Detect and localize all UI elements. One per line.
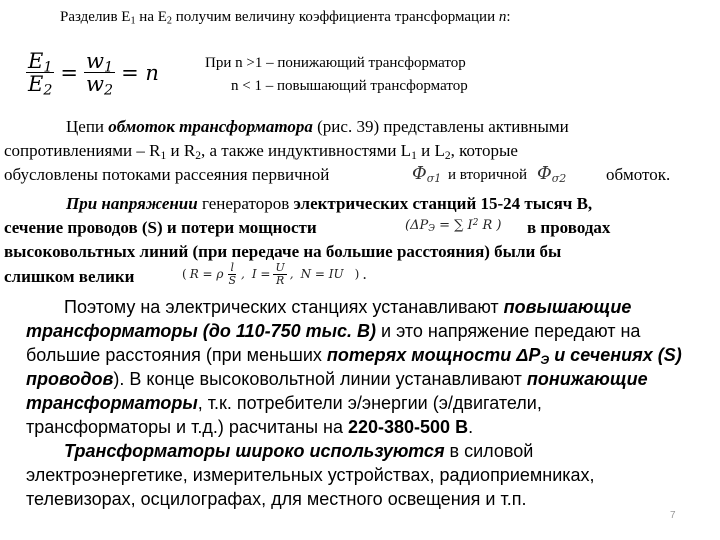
emphasis: повышающие	[503, 297, 632, 317]
phi-sigma1	[412, 163, 441, 184]
p3-line5	[26, 393, 542, 414]
p3-line1	[64, 297, 631, 318]
italic-n: n	[498, 9, 507, 25]
formula-part: I =	[251, 267, 271, 282]
text-run: .	[468, 417, 474, 437]
emphasis: трансформаторы (до 110-750 тыс. В)	[26, 321, 377, 341]
subscript: 1	[160, 148, 167, 162]
text-run: Разделив E	[60, 9, 131, 25]
equals-n: = n	[121, 60, 159, 85]
subscript: 1	[130, 15, 136, 27]
text-run: трансформаторы и т.д.) расчитаны на	[26, 417, 348, 437]
phi: Φ	[537, 163, 552, 184]
p4-line3: телевизорах, осцилографах, для местного освещения и т.п.	[26, 489, 527, 509]
p1-line3c: обмоток.	[606, 165, 671, 184]
e2-sub: 2	[43, 82, 53, 99]
phi-sub: σ1	[426, 171, 442, 185]
emphasis: потерях мощности ΔP	[326, 345, 541, 365]
p1-line3b: и вторичной	[448, 167, 527, 183]
bold-run: высоковольтных линий (при передаче на большие расстояния) были бы	[4, 242, 562, 261]
p3-line2	[26, 321, 640, 342]
p4-line2: электроэнергетике, измерительных устройствах, радиоприемниках,	[26, 465, 595, 485]
emphasis: и сечениях (S)	[549, 345, 682, 365]
subscript: Э	[540, 353, 550, 368]
text-run: получим величину коэффициента трансформации	[172, 9, 499, 25]
p1-line1	[66, 117, 569, 137]
emphasis: обмоток трансформатора	[108, 117, 313, 136]
text-run: генераторов	[197, 194, 294, 213]
text-run: и это напряжение передают на	[376, 321, 641, 341]
p2-line3	[4, 242, 561, 262]
fraction-u-r	[273, 262, 286, 286]
phi-sub: σ2	[551, 171, 567, 185]
emphasis: трансформаторы	[26, 393, 198, 413]
formula-part: (ΔP	[405, 218, 429, 233]
w2: w	[86, 72, 105, 97]
p2-line2a: сечение проводов (S) и потери мощности	[4, 218, 317, 237]
equals: =	[60, 60, 79, 85]
note-step-down: При n >1 – понижающий трансформатор	[205, 55, 466, 71]
e1-sub: 1	[43, 59, 53, 76]
subscript: 2	[195, 148, 201, 162]
power-loss-formula	[405, 218, 501, 233]
w2-sub: 2	[104, 82, 114, 99]
ohm-formulas	[182, 262, 367, 286]
bold-run: электрических станций 15-24 тысяч В,	[293, 194, 593, 213]
text-run: ). В конце высоковольтной линии устанавливают	[113, 369, 527, 389]
w1: w	[86, 49, 105, 73]
formula-part: R )	[478, 218, 502, 233]
comma: ,	[241, 267, 245, 282]
den: R	[275, 273, 285, 287]
p2-line4: слишком велики	[4, 267, 135, 286]
bold-run: 220-380-500 В	[347, 417, 469, 437]
emphasis: Трансформаторы широко используются	[64, 441, 445, 461]
subscript: 2	[166, 15, 172, 27]
text-run: и L	[416, 141, 445, 160]
formula-sub: Э	[428, 224, 435, 235]
text-run: , т.к. потребители э/энергии (э/двигатели,	[197, 393, 542, 413]
emphasis: понижающие	[526, 369, 648, 389]
den: S	[228, 273, 237, 287]
text-run: (рис. 39) представлены активными	[312, 117, 569, 136]
w1-sub: 1	[104, 59, 114, 76]
text-run: сопротивлениями – R	[4, 141, 161, 160]
e2: E	[28, 72, 44, 97]
formula-sup: 2	[472, 218, 479, 229]
intro-line	[60, 9, 511, 26]
fraction-l-s	[226, 262, 238, 286]
subscript: 1	[411, 148, 417, 162]
text-run: Цепи	[66, 117, 109, 136]
text-run: :	[506, 9, 511, 25]
text-run: на E	[135, 9, 167, 25]
note-step-up: n < 1 – повышающий трансформатор	[231, 78, 468, 94]
p3-line6	[26, 417, 473, 438]
phi-sigma2	[537, 163, 566, 184]
period: .	[362, 265, 368, 284]
text-run: в силовой	[444, 441, 534, 461]
page-number: 7	[670, 510, 676, 521]
formula-part: R = ρ	[189, 267, 224, 282]
emphasis: При напряжении	[66, 194, 198, 213]
transformation-ratio-formula	[26, 49, 159, 99]
p4-line1	[64, 441, 533, 462]
formula-part: = ∑ I	[434, 218, 473, 233]
text-run: и R	[166, 141, 196, 160]
num: U	[275, 261, 285, 274]
num: l	[230, 261, 234, 274]
fraction-e	[26, 49, 54, 99]
text-run: , которые	[450, 141, 518, 160]
e1: E	[28, 49, 44, 73]
p2-line2b: в проводах	[527, 218, 611, 237]
fraction-w	[84, 49, 115, 99]
paren: )	[354, 267, 360, 282]
p1-line3a: обусловлены потоками рассеяния первичной	[4, 165, 330, 184]
p3-line3	[26, 345, 682, 366]
emphasis: проводов	[26, 369, 114, 389]
phi: Φ	[412, 163, 427, 184]
p3-line4	[26, 369, 648, 390]
subscript: 2	[444, 148, 451, 162]
comma: ,	[289, 267, 294, 282]
text-run: , а также индуктивностями L	[201, 141, 412, 160]
p1-line2	[4, 141, 518, 161]
text-run: Поэтому на электрических станциях устанавливают	[64, 297, 504, 317]
paren: (	[182, 267, 187, 282]
formula-part: N = IU	[300, 267, 344, 282]
p2-line1	[66, 194, 592, 214]
text-run: большие расстояния (при меньших	[26, 345, 327, 365]
